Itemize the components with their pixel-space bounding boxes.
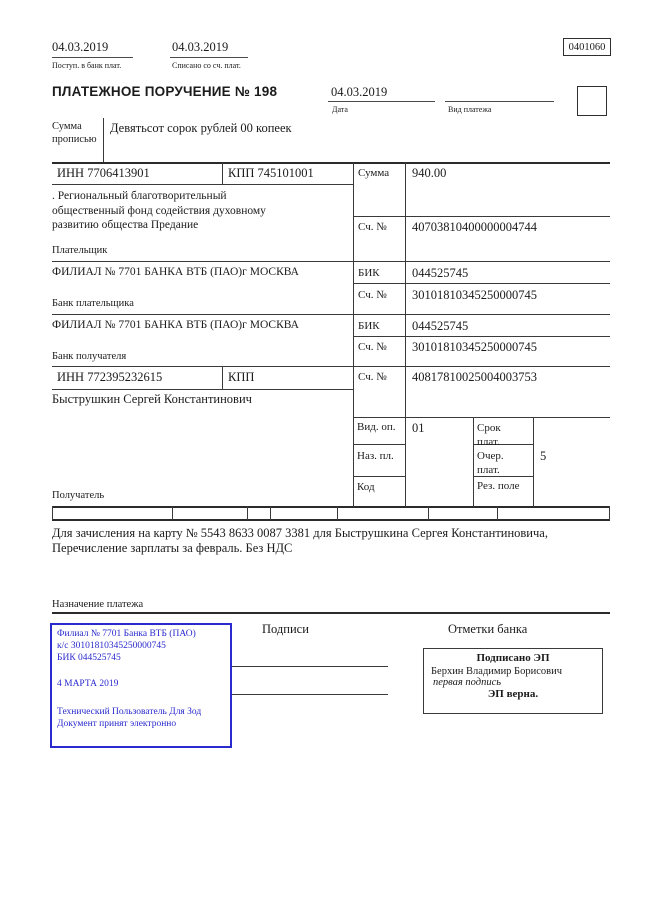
stamp-note: Документ принят электронно xyxy=(57,719,177,729)
payer-bank-bik-value: 044525745 xyxy=(412,266,469,280)
esign-status: ЭП верна. xyxy=(487,688,539,700)
grid-line xyxy=(497,506,498,520)
payee-bank-account-label: Сч. № xyxy=(358,341,387,353)
payee-name: Быструшкин Сергей Константинович xyxy=(52,392,252,406)
amount-words-label: Сумма прописью xyxy=(52,121,97,146)
stamp-corr-account: к/с 30101810345250000745 xyxy=(57,641,166,651)
grid-line xyxy=(405,162,406,507)
payer-account-label: Сч. № xyxy=(358,221,387,233)
payee-bank-bik-label: БИК xyxy=(358,320,380,332)
esign-stamp xyxy=(423,648,603,714)
date-underline xyxy=(328,101,435,102)
purpose-line2: Перечисление зарплаты за февраль. Без НДС xyxy=(52,541,293,555)
debited-date: 04.03.2019 xyxy=(172,40,229,54)
bank-marks-label: Отметки банка xyxy=(448,622,528,636)
grid-line xyxy=(103,118,104,163)
payer-account-value: 40703810400000004744 xyxy=(412,220,537,234)
grid-line xyxy=(353,283,610,284)
grid-line xyxy=(222,366,223,390)
grid-line xyxy=(247,506,248,520)
grid-line xyxy=(533,417,534,507)
pay-purpose-code-label: Наз. пл. xyxy=(357,450,394,462)
reserve-label: Рез. поле xyxy=(477,480,520,492)
signatures-label: Подписи xyxy=(262,622,309,636)
grid-line xyxy=(473,417,474,507)
stamp-bik: БИК 044525745 xyxy=(57,653,121,663)
payment-kind-underline xyxy=(445,101,554,102)
signature-line xyxy=(230,666,388,667)
grid-line xyxy=(52,314,610,315)
debited-underline xyxy=(170,57,248,58)
grid-line xyxy=(428,506,429,520)
grid-line xyxy=(52,389,353,390)
payment-kind-box xyxy=(577,86,607,116)
esign-kind: первая подпись xyxy=(433,677,502,688)
op-kind-value: 01 xyxy=(412,421,425,435)
grid-line xyxy=(353,417,610,418)
code-label: Код xyxy=(357,481,375,493)
pay-order-label: Очер. плат. xyxy=(477,450,504,477)
stamp-user: Технический Пользователь Для Зод xyxy=(57,707,202,717)
payer-kpp: КПП 745101001 xyxy=(228,166,314,180)
amount-value: 940.00 xyxy=(412,166,447,180)
payee-bank-bik-value: 044525745 xyxy=(412,319,469,333)
doc-title: ПЛАТЕЖНОЕ ПОРУЧЕНИЕ № 198 xyxy=(52,84,278,99)
form-code-box xyxy=(563,38,611,56)
payer-bank-section-label: Банк плательщика xyxy=(52,298,134,309)
grid-line xyxy=(270,506,271,520)
grid-line xyxy=(52,162,610,164)
grid-line xyxy=(609,506,610,520)
payer-bank-account-label: Сч. № xyxy=(358,289,387,301)
stamp-date: 4 МАРТА 2019 xyxy=(57,679,119,689)
grid-line xyxy=(353,476,405,477)
purpose-section-label: Назначение платежа xyxy=(52,599,144,610)
grid-line xyxy=(52,519,610,521)
payer-inn: ИНН 7706413901 xyxy=(57,166,150,180)
received-underline xyxy=(52,57,133,58)
grid-line xyxy=(52,506,610,508)
grid-line xyxy=(222,162,223,185)
purpose-line1: Для зачисления на карту № 5543 8633 0087 3381 для Быструшкина Сергея Константиновича, xyxy=(52,526,548,540)
payment-kind-label: Вид платежа xyxy=(448,105,492,114)
received-date: 04.03.2019 xyxy=(52,40,109,54)
payer-name: . Региональный благотворительный общественный фонд содействия духовному развитию общества Предание xyxy=(52,190,266,232)
signature-line xyxy=(230,694,388,695)
payee-section-label: Получатель xyxy=(52,490,105,501)
payer-bank-name: ФИЛИАЛ № 7701 БАНКА ВТБ (ПАО)г МОСКВА xyxy=(52,266,299,278)
grid-line xyxy=(52,506,53,520)
grid-line xyxy=(52,612,610,614)
debited-label: Списано со сч. плат. xyxy=(172,61,241,70)
received-label: Поступ. в банк плат. xyxy=(52,61,122,70)
amount-label: Сумма xyxy=(358,167,390,179)
esign-title: Подписано ЭП xyxy=(476,652,550,664)
payee-bank-section-label: Банк получателя xyxy=(52,351,127,362)
grid-line xyxy=(353,336,610,337)
payee-kpp-label: КПП xyxy=(228,370,255,384)
pay-term-label: Срок плат. xyxy=(477,422,501,449)
pay-order-value: 5 xyxy=(540,449,547,463)
payer-bank-bik-label: БИК xyxy=(358,267,380,279)
grid-line xyxy=(172,506,173,520)
payee-inn: ИНН 772395232615 xyxy=(57,370,163,384)
grid-line xyxy=(52,261,610,262)
op-kind-label: Вид. оп. xyxy=(357,421,396,433)
payer-section-label: Плательщик xyxy=(52,245,108,256)
date-label: Дата xyxy=(332,105,348,114)
payee-bank-account-value: 30101810345250000745 xyxy=(412,340,537,354)
grid-line xyxy=(353,162,354,507)
grid-line xyxy=(52,366,610,367)
payer-bank-account-value: 30101810345250000745 xyxy=(412,288,537,302)
payee-account-label: Сч. № xyxy=(358,371,387,383)
payee-account-value: 40817810025004003753 xyxy=(412,370,537,384)
doc-date: 04.03.2019 xyxy=(331,85,388,99)
bank-acceptance-stamp xyxy=(50,623,232,748)
form-code: 0401060 xyxy=(568,41,606,53)
payee-bank-name: ФИЛИАЛ № 7701 БАНКА ВТБ (ПАО)г МОСКВА xyxy=(52,319,299,331)
grid-line xyxy=(353,444,405,445)
grid-line xyxy=(353,216,610,217)
stamp-bank-name: Филиал № 7701 Банка ВТБ (ПАО) xyxy=(57,629,196,639)
grid-line xyxy=(337,506,338,520)
grid-line xyxy=(52,184,353,185)
esign-signer: Берхин Владимир Борисович xyxy=(431,666,562,677)
amount-words-value: Девятьсот сорок рублей 00 копеек xyxy=(110,121,292,135)
